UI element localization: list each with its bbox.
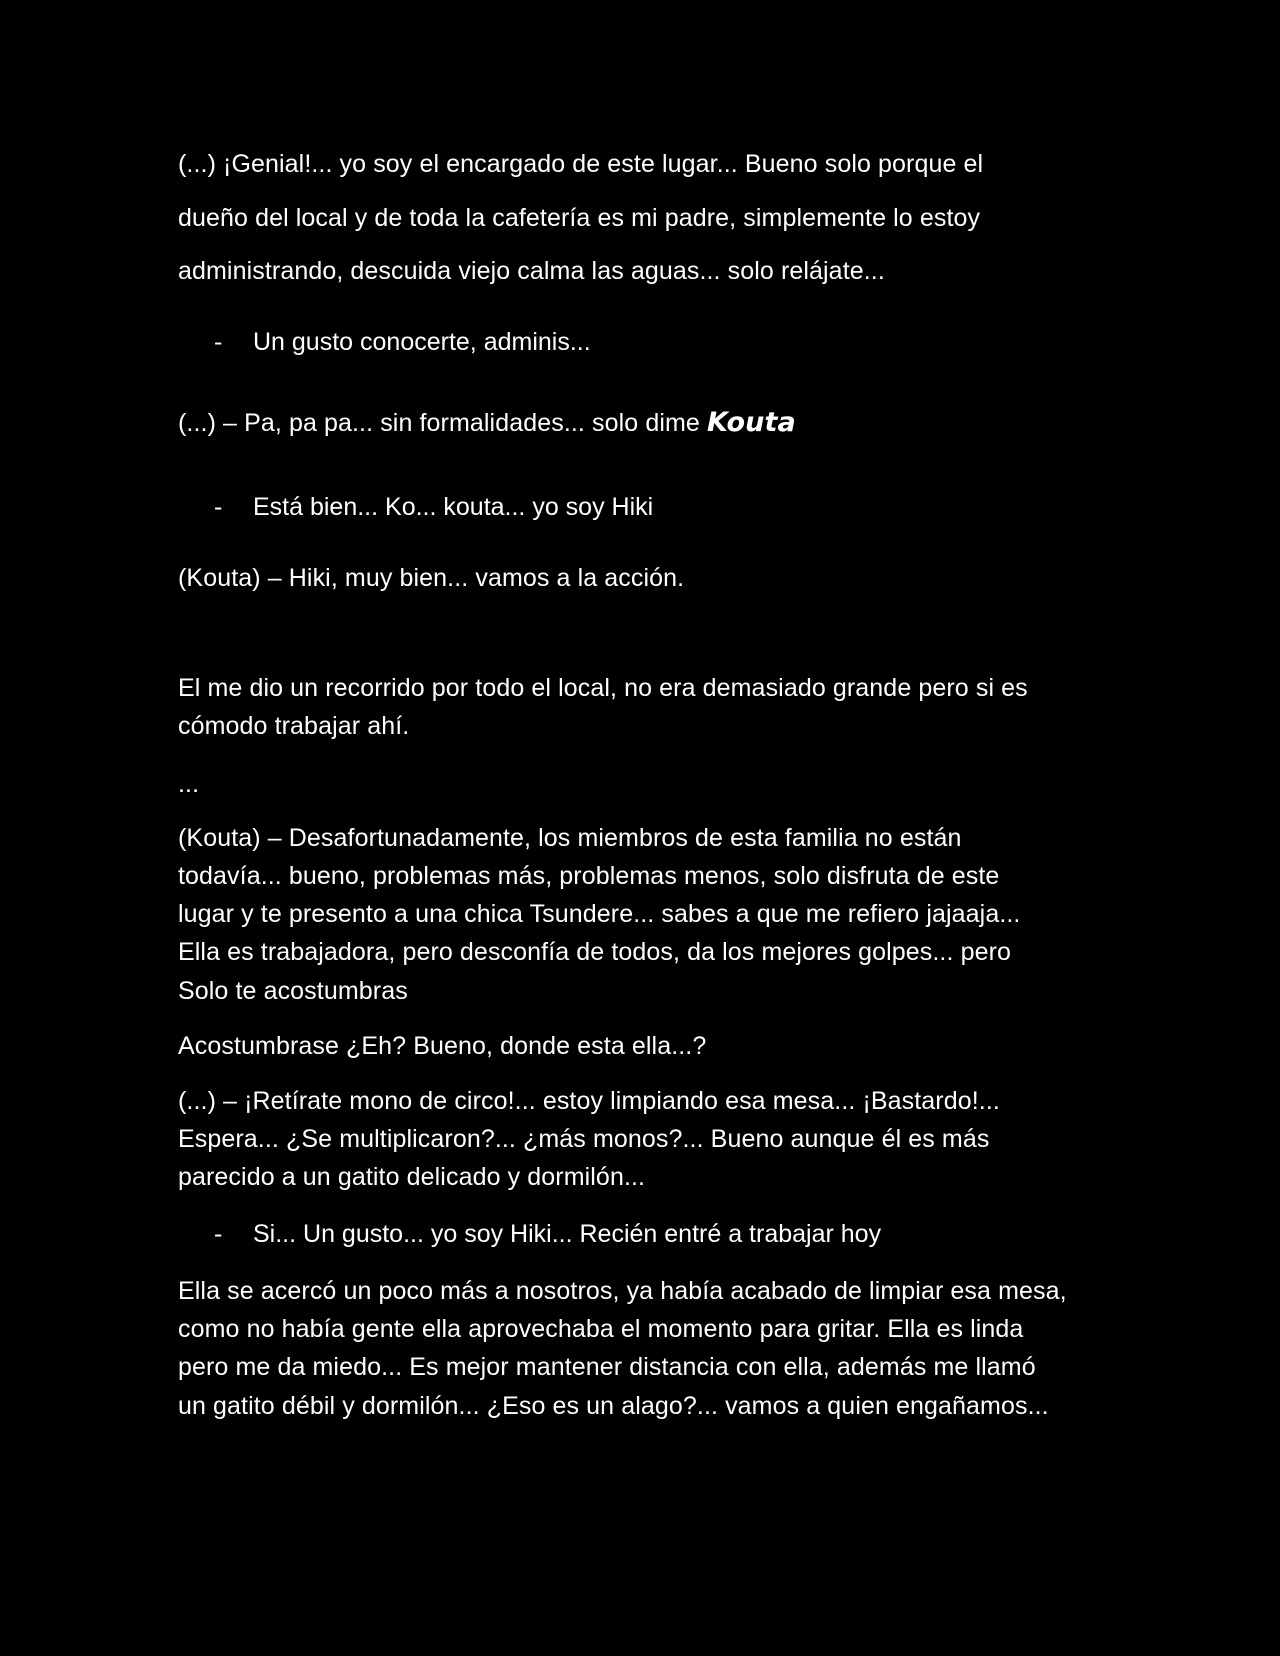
paragraph-2-line-2: cómodo trabajar ahí.: [178, 712, 410, 740]
paragraph-1-line-3: administrando, descuida viejo calma las aguas... solo relájate...: [178, 257, 885, 285]
paragraph-6-line-1: Ella se acercó un poco más a nosotros, ya había acabado de limpiar esa mesa,: [178, 1277, 1067, 1305]
paragraph-6-line-3: pero me da miedo... Es mejor mantener distancia con ella, además me llamó: [178, 1353, 1036, 1381]
kouta-intro-line: [178, 407, 796, 438]
paragraph-3-line-4: Ella es trabajadora, pero desconfía de todos, da los mejores golpes... pero: [178, 938, 1011, 966]
bullet-line-3: Si... Un gusto... yo soy Hiki... Recién entré a trabajar hoy: [253, 1220, 882, 1248]
kouta-name: Kouta: [706, 407, 796, 438]
paragraph-4-line-1: Acostumbrase ¿Eh? Bueno, donde esta ella...?: [178, 1032, 707, 1060]
bullet-line-1: Un gusto conocerte, adminis...: [253, 328, 591, 356]
paragraph-2-line-1: El me dio un recorrido por todo el local, no era demasiado grande pero si es: [178, 674, 1028, 702]
paragraph-3-line-2: todavía... bueno, problemas más, problemas menos, solo disfruta de este: [178, 862, 1000, 890]
kouta-reply-line: (Kouta) – Hiki, muy bien... vamos a la acción.: [178, 564, 685, 592]
paragraph-6-line-4: un gatito débil y dormilón... ¿Eso es un alago?... vamos a quien engañamos...: [178, 1392, 1049, 1420]
ellipsis-line: ...: [178, 770, 200, 798]
paragraph-5-line-3: parecido a un gatito delicado y dormilón...: [178, 1163, 646, 1191]
paragraph-5-line-1: (...) – ¡Retírate mono de circo!... estoy limpiando esa mesa... ¡Bastardo!...: [178, 1087, 1000, 1115]
kouta-intro-text: (...) – Pa, pa pa... sin formalidades... solo dime: [178, 409, 707, 437]
paragraph-3-line-1: (Kouta) – Desafortunadamente, los miembros de esta familia no están: [178, 824, 962, 852]
paragraph-5-line-2: Espera... ¿Se multiplicaron?... ¿más monos?... Bueno aunque él es más: [178, 1125, 990, 1153]
bullet-dash: -: [214, 493, 223, 521]
paragraph-1-line-2: dueño del local y de toda la cafetería es mi padre, simplemente lo estoy: [178, 204, 981, 232]
paragraph-6-line-2: como no había gente ella aprovechaba el momento para gritar. Ella es linda: [178, 1315, 1024, 1343]
paragraph-3-line-5: Solo te acostumbras: [178, 977, 408, 1005]
bullet-dash: -: [214, 328, 223, 356]
bullet-line-2: Está bien... Ko... kouta... yo soy Hiki: [253, 493, 654, 521]
paragraph-1-line-1: (...) ¡Genial!... yo soy el encargado de este lugar... Bueno solo porque el: [178, 150, 984, 178]
bullet-dash: -: [214, 1220, 223, 1248]
paragraph-3-line-3: lugar y te presento a una chica Tsundere... sabes a que me refiero jajaaja...: [178, 900, 1021, 928]
